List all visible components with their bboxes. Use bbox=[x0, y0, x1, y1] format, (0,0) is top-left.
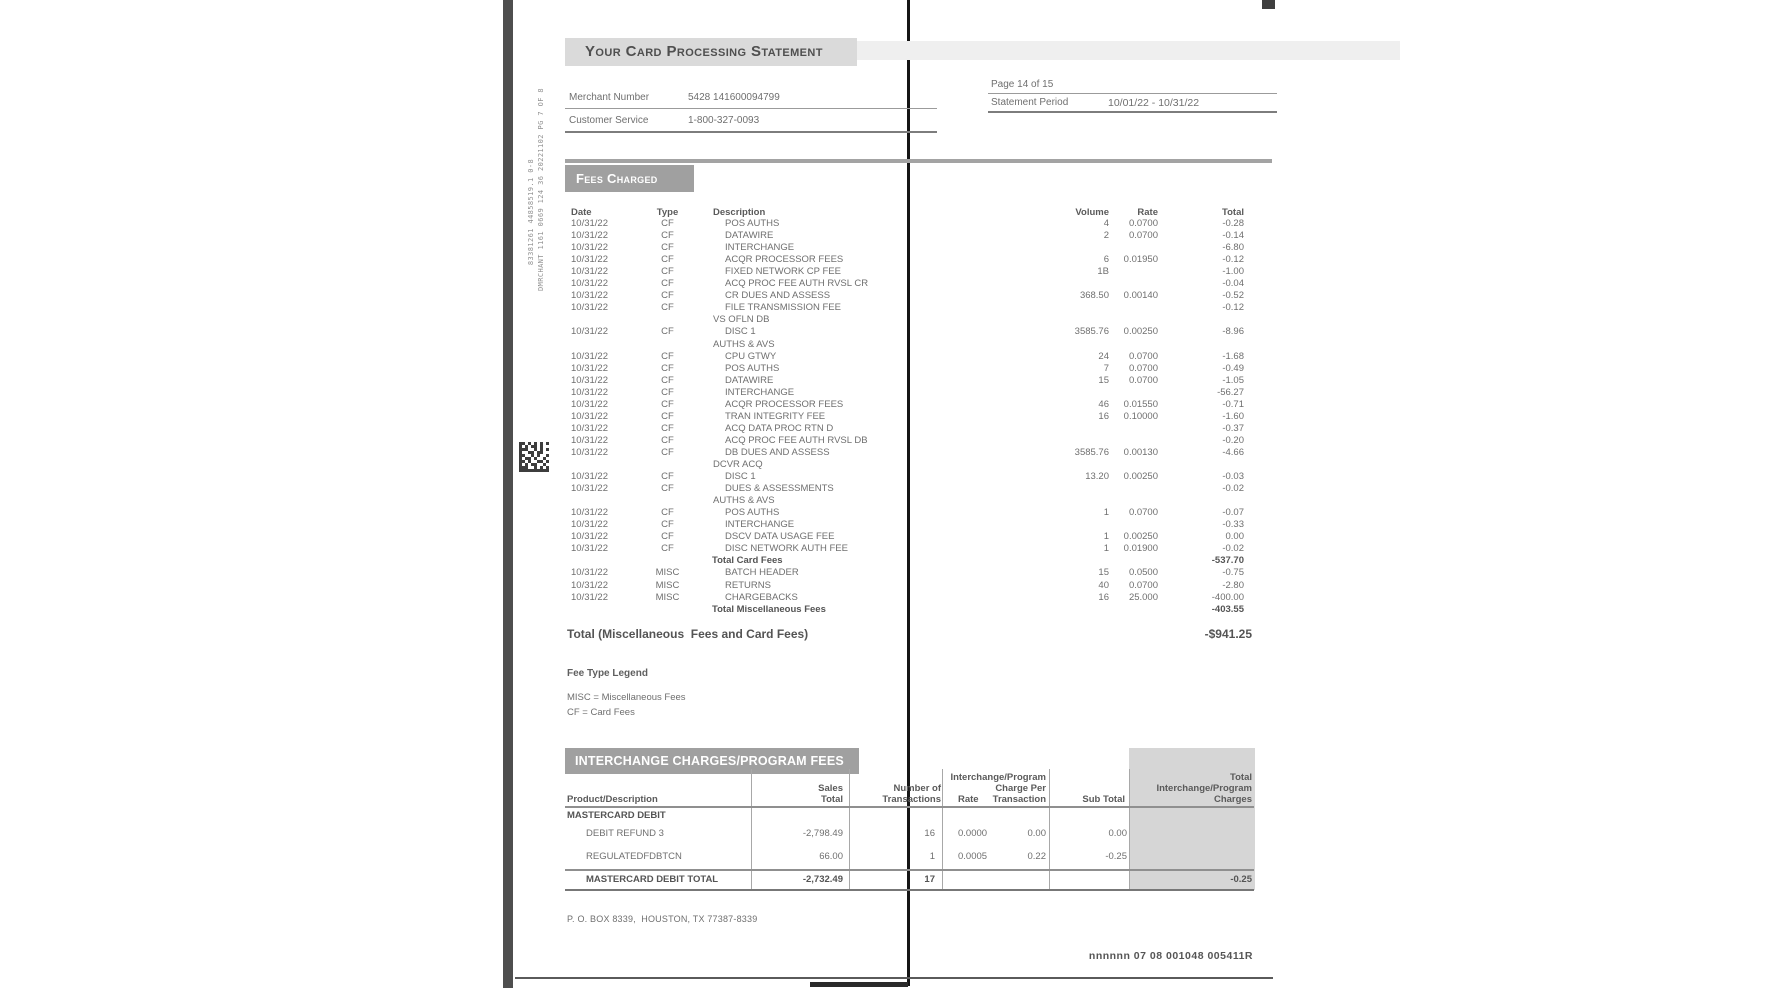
fee-table-row bbox=[0, 218, 1778, 230]
fee-type: CF bbox=[661, 326, 674, 338]
fee-desc: CR DUES AND ASSESS bbox=[725, 290, 831, 302]
interchange-table-row bbox=[0, 810, 1778, 824]
fee-total: 0.00 bbox=[1225, 531, 1244, 543]
fee-rate: 0.0700 bbox=[1128, 350, 1158, 362]
ic-col-transaction: Transaction bbox=[992, 794, 1046, 805]
divider bbox=[988, 93, 1277, 94]
fee-total: -537.70 bbox=[1211, 555, 1244, 567]
fee-date: 10/31/22 bbox=[571, 531, 608, 543]
ic-col-num-2: Transactions bbox=[882, 794, 941, 805]
fee-date: 10/31/22 bbox=[571, 350, 608, 362]
fee-total: -0.02 bbox=[1222, 483, 1244, 495]
fee-date: 10/31/22 bbox=[571, 434, 608, 446]
fee-type: CF bbox=[661, 230, 674, 242]
fee-table-row bbox=[0, 543, 1778, 555]
fee-total: -1.00 bbox=[1222, 266, 1244, 278]
fee-volume: 368.50 bbox=[1079, 290, 1109, 302]
ic-rate: 0.0005 bbox=[958, 851, 988, 862]
fee-desc: DCVR ACQ bbox=[713, 459, 763, 470]
fee-volume: 46 bbox=[1098, 398, 1109, 410]
fee-date: 10/31/22 bbox=[571, 446, 608, 458]
fee-desc: POS AUTHS bbox=[725, 218, 780, 229]
footer-document-code: nnnnnn 07 08 001048 005411R bbox=[1088, 950, 1253, 962]
fee-table-row bbox=[0, 495, 1778, 507]
fee-desc: AUTHS & AVS bbox=[713, 338, 775, 350]
fee-total: -1.60 bbox=[1222, 410, 1244, 422]
ic-sales: 66.00 bbox=[819, 851, 843, 862]
statement-period-label: Statement Period bbox=[991, 97, 1069, 108]
fee-rate: 0.0700 bbox=[1128, 374, 1158, 386]
fee-type: CF bbox=[661, 410, 674, 422]
fee-volume: 4 bbox=[1103, 218, 1109, 229]
fee-desc: ACQR PROCESSOR FEES bbox=[725, 254, 844, 266]
fee-total: -400.00 bbox=[1211, 591, 1244, 603]
fee-total: -0.12 bbox=[1222, 254, 1244, 266]
ic-col-num-1: Number of bbox=[893, 783, 941, 794]
fee-type: CF bbox=[661, 422, 674, 434]
scan-bottom-edge-line bbox=[515, 977, 1273, 979]
fees-header-row bbox=[0, 207, 1778, 219]
scan-left-edge-band bbox=[503, 0, 513, 988]
fee-desc: TRAN INTEGRITY FEE bbox=[725, 410, 826, 422]
fees-col-date: Date bbox=[571, 207, 592, 218]
fee-volume: 40 bbox=[1098, 579, 1109, 591]
fee-table-row bbox=[0, 471, 1778, 483]
fee-type: CF bbox=[661, 507, 674, 519]
merchant-number-label: Merchant Number bbox=[569, 92, 650, 103]
fee-table-row bbox=[0, 580, 1778, 592]
scan-corner-mark bbox=[1262, 0, 1275, 9]
fee-rate: 0.01550 bbox=[1123, 398, 1158, 410]
fee-total: -0.02 bbox=[1222, 543, 1244, 555]
customer-service-value: 1-800-327-0093 bbox=[688, 115, 760, 126]
fee-total: -0.33 bbox=[1222, 519, 1244, 531]
fee-total: -56.27 bbox=[1217, 386, 1244, 398]
fee-total: -8.96 bbox=[1222, 326, 1244, 338]
ic-col-product: Product/Description bbox=[567, 794, 658, 805]
interchange-table-row bbox=[0, 828, 1778, 842]
fee-total: -1.05 bbox=[1222, 374, 1244, 386]
fee-volume: 6 bbox=[1103, 254, 1109, 266]
fee-type: CF bbox=[661, 543, 674, 555]
fee-type: CF bbox=[661, 254, 674, 266]
fees-section-rule bbox=[565, 159, 1272, 163]
divider bbox=[988, 111, 1277, 113]
fee-type: CF bbox=[661, 374, 674, 386]
fee-desc: ACQ DATA PROC RTN D bbox=[725, 422, 834, 434]
fee-desc: INTERCHANGE bbox=[725, 519, 795, 531]
fee-volume: 3585.76 bbox=[1074, 326, 1109, 338]
divider bbox=[565, 108, 937, 109]
fee-desc: ACQR PROCESSOR FEES bbox=[725, 398, 844, 410]
ic-total: -0.25 bbox=[1230, 874, 1252, 885]
statement-period-value: 10/01/22 - 10/31/22 bbox=[1108, 97, 1200, 109]
fees-col-rate: Rate bbox=[1137, 207, 1158, 218]
fee-total: -6.80 bbox=[1222, 242, 1244, 254]
fee-total: -0.37 bbox=[1222, 422, 1244, 434]
fee-rate: 0.0700 bbox=[1128, 230, 1158, 242]
fee-rate: 0.00250 bbox=[1123, 531, 1158, 543]
column-divider bbox=[1129, 769, 1130, 890]
fee-desc: Total Miscellaneous Fees bbox=[712, 603, 826, 615]
ic-sub: -0.25 bbox=[1105, 851, 1127, 862]
fee-date: 10/31/22 bbox=[571, 374, 608, 386]
ic-rate: 0.0000 bbox=[958, 828, 988, 839]
fee-volume: 24 bbox=[1098, 350, 1109, 362]
row-divider bbox=[565, 869, 1254, 871]
fee-table-row bbox=[0, 302, 1778, 314]
fee-type: CF bbox=[661, 471, 674, 483]
fee-rate: 0.0700 bbox=[1128, 218, 1158, 229]
fee-desc: CPU GTWY bbox=[725, 350, 777, 362]
fees-col-volume: Volume bbox=[1075, 207, 1109, 218]
fee-total: -4.66 bbox=[1222, 446, 1244, 458]
fee-rate: 0.10000 bbox=[1123, 410, 1158, 422]
interchange-table-row bbox=[0, 874, 1778, 888]
fee-date: 10/31/22 bbox=[571, 422, 608, 434]
fee-desc: RETURNS bbox=[725, 579, 771, 591]
fee-total: -0.03 bbox=[1222, 471, 1244, 483]
fee-total: -403.55 bbox=[1211, 603, 1244, 615]
fee-table-row bbox=[0, 230, 1778, 242]
fee-rate: 0.01950 bbox=[1123, 254, 1158, 266]
fee-type: CF bbox=[661, 519, 674, 531]
fee-volume: 3585.76 bbox=[1074, 446, 1109, 458]
edge-print-line-1: DMRCHANT 1161 0669 124 36 20221102 PG 7 OF 8 bbox=[537, 87, 545, 291]
fee-date: 10/31/22 bbox=[571, 302, 608, 314]
fee-date: 10/31/22 bbox=[571, 230, 608, 242]
fee-rate: 25.000 bbox=[1128, 591, 1158, 603]
fee-table-row bbox=[0, 399, 1778, 411]
edge-print-line-2: 83381261 44858519.1 0-8 bbox=[527, 158, 535, 266]
ic-col-total-1: Total bbox=[1230, 772, 1252, 783]
interchange-section-band bbox=[565, 748, 859, 774]
fee-total: -2.80 bbox=[1222, 579, 1244, 591]
fee-volume: 1 bbox=[1103, 531, 1109, 543]
ic-col-icp-2: Charge Per bbox=[995, 783, 1046, 794]
fee-date: 10/31/22 bbox=[571, 543, 608, 555]
ic-col-sales-1: Sales bbox=[818, 783, 843, 794]
fee-desc: VS OFLN DB bbox=[713, 314, 770, 326]
fee-type: CF bbox=[661, 290, 674, 302]
ic-sub: 0.00 bbox=[1108, 828, 1127, 839]
fee-total: -0.12 bbox=[1222, 302, 1244, 314]
ic-col-sales-2: Total bbox=[821, 794, 843, 805]
fee-type: CF bbox=[661, 386, 674, 398]
fee-total: -0.75 bbox=[1222, 567, 1244, 579]
fee-desc: DUES & ASSESSMENTS bbox=[725, 483, 834, 495]
title-band-scan-shadow bbox=[855, 41, 1400, 60]
fee-desc: DISC 1 bbox=[725, 326, 756, 338]
fee-volume: 1 bbox=[1103, 507, 1109, 519]
fee-table-row bbox=[0, 363, 1778, 375]
fees-section-band bbox=[565, 165, 694, 192]
fee-table-row bbox=[0, 519, 1778, 531]
ic-col-total-3: Charges bbox=[1213, 794, 1252, 805]
fee-desc: CHARGEBACKS bbox=[725, 591, 798, 603]
fee-date: 10/31/22 bbox=[571, 591, 608, 603]
fee-date: 10/31/22 bbox=[571, 362, 608, 374]
ic-sales: -2,798.49 bbox=[802, 828, 843, 839]
fee-table-row bbox=[0, 435, 1778, 447]
fee-desc: DATAWIRE bbox=[725, 230, 774, 242]
ic-sales: -2,732.49 bbox=[802, 874, 843, 885]
data-matrix-barcode-icon bbox=[519, 442, 549, 472]
fee-rate: 0.0700 bbox=[1128, 579, 1158, 591]
ic-col-subtotal: Sub Total bbox=[1082, 794, 1125, 805]
fee-type: CF bbox=[661, 242, 674, 254]
fee-date: 10/31/22 bbox=[571, 242, 608, 254]
ic-col-rate: Rate bbox=[958, 794, 979, 805]
fee-type: CF bbox=[661, 278, 674, 290]
fee-type: CF bbox=[661, 434, 674, 446]
fee-desc: POS AUTHS bbox=[725, 362, 780, 374]
fee-type: CF bbox=[661, 531, 674, 543]
ic-col-icp-1: Interchange/Program bbox=[950, 772, 1046, 783]
fee-rate: 0.00140 bbox=[1123, 290, 1158, 302]
fee-table-row bbox=[0, 555, 1778, 567]
column-divider bbox=[1049, 769, 1050, 890]
fee-rate: 0.00250 bbox=[1123, 326, 1158, 338]
ic-product: REGULATEDFDBTCN bbox=[586, 851, 682, 862]
fee-total: -0.49 bbox=[1222, 362, 1244, 374]
fee-table-row bbox=[0, 254, 1778, 266]
fee-table-row bbox=[0, 411, 1778, 423]
fee-desc: FILE TRANSMISSION FEE bbox=[725, 302, 841, 314]
fee-total: -0.04 bbox=[1222, 278, 1244, 290]
fee-table-row bbox=[0, 375, 1778, 387]
fee-total: -0.52 bbox=[1222, 290, 1244, 302]
scan-bottom-fold-mark bbox=[810, 982, 908, 987]
fee-date: 10/31/22 bbox=[571, 266, 608, 278]
fee-table-row bbox=[0, 326, 1778, 338]
interchange-section-title: INTERCHANGE CHARGES/PROGRAM FEES bbox=[575, 754, 844, 768]
fee-date: 10/31/22 bbox=[571, 410, 608, 422]
merchant-number-value: 5428 141600094799 bbox=[688, 92, 780, 103]
fee-table-row bbox=[0, 507, 1778, 519]
page-indicator: Page 14 of 15 bbox=[991, 79, 1054, 90]
fee-volume: 1B bbox=[1097, 266, 1109, 278]
fee-desc: INTERCHANGE bbox=[725, 386, 795, 398]
divider bbox=[565, 131, 937, 133]
fee-total: -0.14 bbox=[1222, 230, 1244, 242]
fee-date: 10/31/22 bbox=[571, 567, 608, 579]
fee-date: 10/31/22 bbox=[571, 398, 608, 410]
fee-volume: 13.20 bbox=[1085, 471, 1109, 483]
interchange-table-row bbox=[0, 851, 1778, 865]
fee-desc: ACQ PROC FEE AUTH RVSL DB bbox=[725, 434, 868, 446]
fee-volume: 1 bbox=[1103, 543, 1109, 555]
fee-date: 10/31/22 bbox=[571, 471, 608, 483]
fee-desc: DATAWIRE bbox=[725, 374, 774, 386]
fees-col-type: Type bbox=[656, 207, 679, 218]
fee-type: CF bbox=[661, 446, 674, 458]
fee-total: -0.28 bbox=[1222, 218, 1244, 229]
fee-date: 10/31/22 bbox=[571, 483, 608, 495]
fee-table-row bbox=[0, 604, 1778, 616]
fee-total: -1.68 bbox=[1222, 350, 1244, 362]
fees-grand-total-value: -$941.25 bbox=[1204, 627, 1252, 641]
fee-type: CF bbox=[661, 483, 674, 495]
fee-volume: 16 bbox=[1098, 591, 1109, 603]
fee-desc: DISC NETWORK AUTH FEE bbox=[725, 543, 848, 555]
ic-product: MASTERCARD DEBIT TOTAL bbox=[586, 874, 719, 885]
fee-rate: 0.01900 bbox=[1123, 543, 1158, 555]
fee-table-row bbox=[0, 592, 1778, 604]
fee-date: 10/31/22 bbox=[571, 326, 608, 338]
fee-type: MISC bbox=[655, 567, 680, 579]
fees-col-description: Description bbox=[713, 207, 766, 218]
fee-date: 10/31/22 bbox=[571, 278, 608, 290]
fee-type: CF bbox=[661, 362, 674, 374]
ic-product: MASTERCARD DEBIT bbox=[567, 810, 666, 821]
fee-date: 10/31/22 bbox=[571, 519, 608, 531]
fee-table-row bbox=[0, 531, 1778, 543]
fee-table-row bbox=[0, 483, 1778, 495]
fee-volume: 15 bbox=[1098, 374, 1109, 386]
fee-type: CF bbox=[661, 350, 674, 362]
fee-table-row bbox=[0, 290, 1778, 302]
row-divider bbox=[565, 806, 1254, 808]
fee-desc: Total Card Fees bbox=[712, 555, 783, 567]
ic-num: 17 bbox=[924, 874, 935, 885]
fee-desc: FIXED NETWORK CP FEE bbox=[725, 266, 841, 278]
fee-type: MISC bbox=[655, 591, 680, 603]
fee-table-row bbox=[0, 242, 1778, 254]
fee-type: CF bbox=[661, 302, 674, 314]
ic-charge: 0.22 bbox=[1027, 851, 1046, 862]
page-fold-line bbox=[907, 0, 910, 986]
fee-desc: POS AUTHS bbox=[725, 507, 780, 519]
fee-desc: ACQ PROC FEE AUTH RVSL CR bbox=[725, 278, 869, 290]
fee-table-row bbox=[0, 339, 1778, 351]
fee-desc: AUTHS & AVS bbox=[713, 495, 775, 507]
ic-num: 1 bbox=[929, 851, 935, 862]
fee-date: 10/31/22 bbox=[571, 218, 608, 229]
column-divider bbox=[942, 769, 943, 890]
fee-total: -0.20 bbox=[1222, 434, 1244, 446]
page-title: Your Card Processing Statement bbox=[585, 43, 823, 60]
fee-rate: 0.00130 bbox=[1123, 446, 1158, 458]
row-divider bbox=[565, 889, 1254, 891]
fee-rate: 0.0700 bbox=[1128, 362, 1158, 374]
fee-table-row bbox=[0, 314, 1778, 326]
fee-type: MISC bbox=[655, 579, 680, 591]
fee-rate: 0.00250 bbox=[1123, 471, 1158, 483]
customer-service-label: Customer Service bbox=[569, 115, 649, 126]
fees-grand-total-label: Total (Miscellaneous Fees and Card Fees) bbox=[567, 627, 809, 641]
fee-desc: DSCV DATA USAGE FEE bbox=[725, 531, 835, 543]
fee-rate: 0.0500 bbox=[1128, 567, 1158, 579]
fee-volume: 15 bbox=[1098, 567, 1109, 579]
fee-total: -0.71 bbox=[1222, 398, 1244, 410]
fees-section-title: Fees Charged bbox=[576, 171, 658, 186]
fee-total: -0.07 bbox=[1222, 507, 1244, 519]
fee-type: CF bbox=[661, 398, 674, 410]
fee-table-row bbox=[0, 387, 1778, 399]
legend-item-misc: MISC = Miscellaneous Fees bbox=[567, 692, 686, 703]
fee-type: CF bbox=[661, 266, 674, 278]
fee-desc: INTERCHANGE bbox=[725, 242, 795, 254]
fee-table-row bbox=[0, 459, 1778, 471]
fee-volume: 2 bbox=[1103, 230, 1109, 242]
column-divider bbox=[849, 769, 850, 890]
fee-volume: 7 bbox=[1103, 362, 1109, 374]
ic-product: DEBIT REFUND 3 bbox=[586, 828, 664, 839]
fee-rate: 0.0700 bbox=[1128, 507, 1158, 519]
fee-table-row bbox=[0, 447, 1778, 459]
footer-address: P. O. BOX 8339, HOUSTON, TX 77387-8339 bbox=[567, 914, 758, 924]
ic-col-total-2: Interchange/Program bbox=[1156, 783, 1252, 794]
fee-date: 10/31/22 bbox=[571, 254, 608, 266]
fee-date: 10/31/22 bbox=[571, 507, 608, 519]
fee-type-legend-title: Fee Type Legend bbox=[567, 668, 648, 679]
fee-volume: 16 bbox=[1098, 410, 1109, 422]
fee-desc: BATCH HEADER bbox=[725, 567, 799, 579]
fee-table-row bbox=[0, 351, 1778, 363]
fee-date: 10/31/22 bbox=[571, 386, 608, 398]
fee-table-row bbox=[0, 567, 1778, 579]
fee-desc: DISC 1 bbox=[725, 471, 756, 483]
fee-table-row bbox=[0, 278, 1778, 290]
legend-item-cf: CF = Card Fees bbox=[567, 707, 635, 718]
fee-table-row bbox=[0, 423, 1778, 435]
fees-col-total: Total bbox=[1222, 207, 1244, 218]
ic-charge: 0.00 bbox=[1027, 828, 1046, 839]
fee-desc: DB DUES AND ASSESS bbox=[725, 446, 830, 458]
ic-num: 16 bbox=[924, 828, 935, 839]
fee-date: 10/31/22 bbox=[571, 290, 608, 302]
fee-date: 10/31/22 bbox=[571, 579, 608, 591]
fee-table-row bbox=[0, 266, 1778, 278]
fee-type: CF bbox=[661, 218, 674, 229]
